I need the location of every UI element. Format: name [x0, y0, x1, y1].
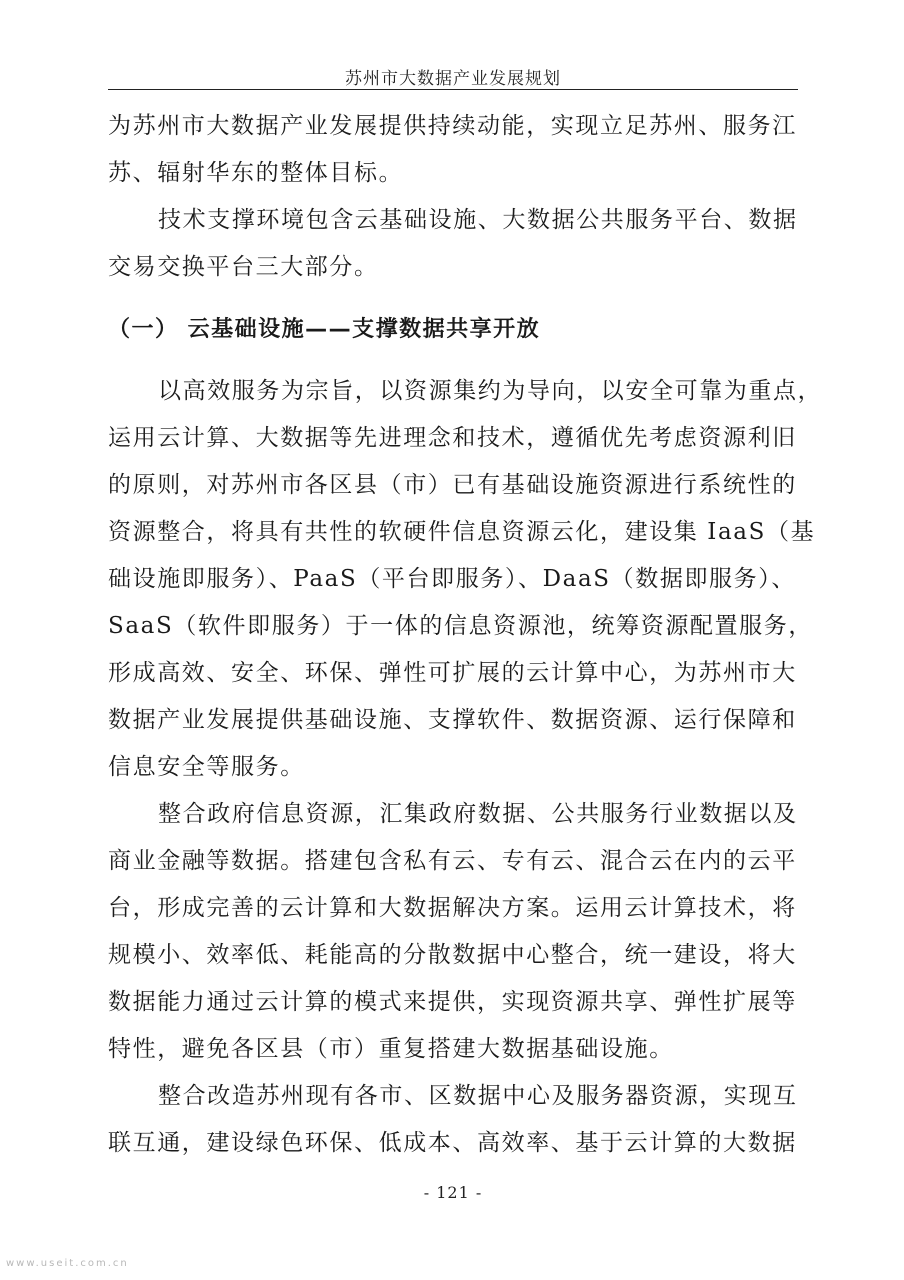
- paragraph-line: 苏、辐射华东的整体目标。: [108, 160, 404, 186]
- paragraph-line: 数据能力通过云计算的模式来提供，实现资源共享、弹性扩展等: [108, 989, 797, 1015]
- header-rule: [108, 89, 798, 90]
- paragraph-line: 础设施即服务）、PaaS（平台即服务）、DaaS（数据即服务）、: [108, 566, 796, 592]
- running-header: 苏州市大数据产业发展规划: [345, 69, 561, 89]
- paragraph-line: 整合改造苏州现有各市、区数据中心及服务器资源，实现互: [158, 1083, 798, 1109]
- paragraph-line: 数据产业发展提供基础设施、支撑软件、数据资源、运行保障和: [108, 707, 797, 733]
- paragraph-line: 联互通，建设绿色环保、低成本、高效率、基于云计算的大数据: [108, 1130, 797, 1156]
- body-text: [108, 103, 823, 1167]
- paragraph-line: SaaS（软件即服务）于一体的信息资源池，统筹资源配置服务，: [108, 613, 813, 639]
- paragraph-line: 为苏州市大数据产业发展提供持续动能，实现立足苏州、服务江: [108, 113, 797, 139]
- paragraph-line: 的原则，对苏州市各区县（市）已有基础设施资源进行系统性的: [108, 472, 797, 498]
- paragraph-line: 信息安全等服务。: [108, 754, 305, 780]
- paragraph-line: 运用云计算、大数据等先进理念和技术，遵循优先考虑资源利旧: [108, 425, 797, 451]
- paragraph-line: 技术支撑环境包含云基础设施、大数据公共服务平台、数据: [158, 207, 798, 233]
- paragraph-line: 以高效服务为宗旨，以资源集约为导向，以安全可靠为重点，: [158, 378, 823, 404]
- paragraph-line: 交易交换平台三大部分。: [108, 254, 379, 280]
- paragraph-line: 整合政府信息资源，汇集政府数据、公共服务行业数据以及: [158, 801, 798, 827]
- watermark: www.useit.com.cn: [6, 1258, 129, 1269]
- paragraph-line: 规模小、效率低、耗能高的分散数据中心整合，统一建设，将大: [108, 942, 797, 968]
- paragraph-line: 形成高效、安全、环保、弹性可扩展的云计算中心，为苏州市大: [108, 660, 797, 686]
- paragraph-line: 商业金融等数据。搭建包含私有云、专有云、混合云在内的云平: [108, 848, 797, 874]
- section-heading: （一） 云基础设施——支撑数据共享开放: [108, 317, 541, 342]
- page-number: - 121 -: [423, 1183, 483, 1202]
- paragraph-line: 台，形成完善的云计算和大数据解决方案。运用云计算技术，将: [108, 895, 797, 921]
- paragraph-line: 特性，避免各区县（市）重复搭建大数据基础设施。: [108, 1036, 674, 1062]
- paragraph-line: 资源整合，将具有共性的软硬件信息资源云化，建设集 IaaS（基: [108, 519, 816, 545]
